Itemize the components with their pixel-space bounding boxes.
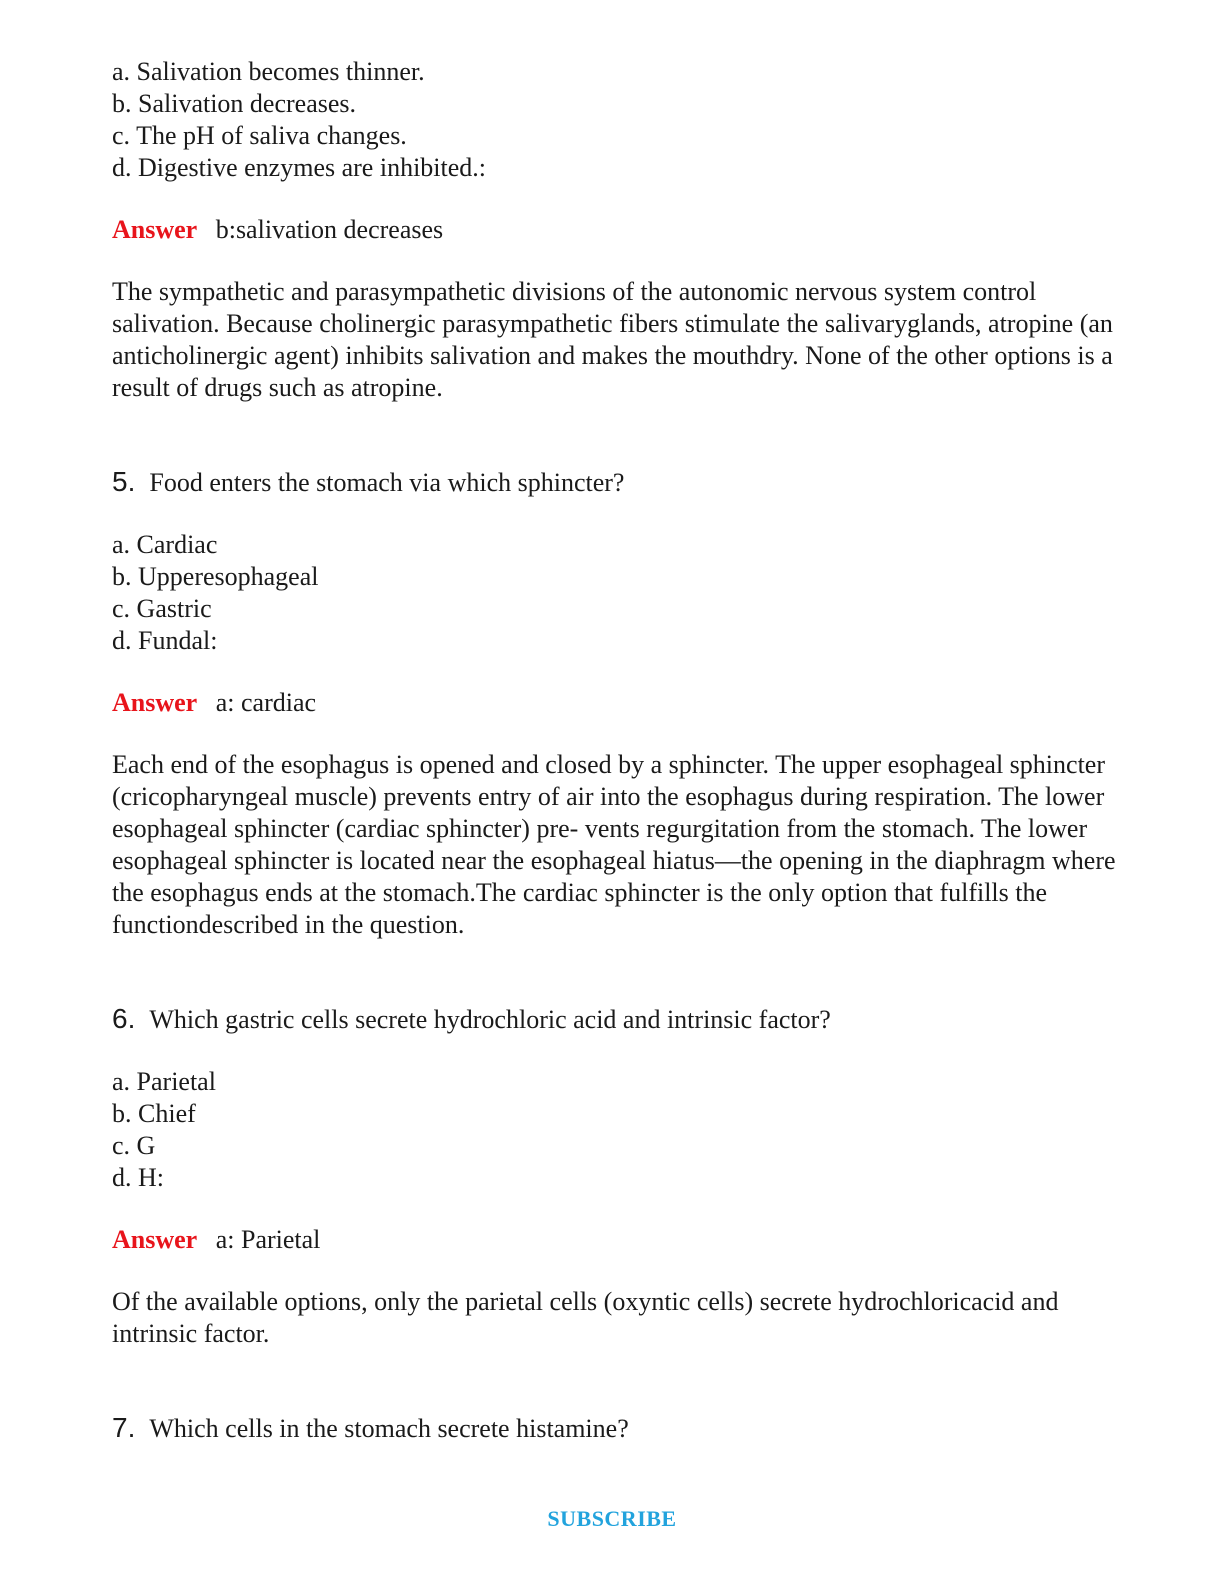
q4-option-c: c. The pH of saliva changes.	[112, 121, 407, 150]
q5-number: 5.	[112, 466, 136, 497]
q4-answer-label: Answer	[112, 215, 198, 244]
q5-options	[112, 529, 1132, 657]
q4-options	[112, 56, 1132, 184]
q6-answer-text: a: Parietal	[215, 1225, 321, 1254]
document-page	[112, 56, 1132, 1475]
q4-explanation: The sympathetic and parasympathetic divisions of the autonomic nervous system control salivation. Because cholinergic parasympathetic fibers stimulate the salivaryglands, atropine (an anticholinergic agent) inhibits salivation and makes the mouthdry. None of the other options is a result of drugs such as atropine.	[112, 277, 1113, 402]
q4-option-a: a. Salivation becomes thinner.	[112, 57, 425, 86]
q5-question	[112, 466, 1132, 499]
q4-answer-text: b:salivation decreases	[215, 215, 444, 244]
q6-option-b: b. Chief	[112, 1099, 196, 1128]
q4-answer	[112, 214, 1132, 246]
q6-answer-label: Answer	[112, 1225, 198, 1254]
q7-question	[112, 1412, 1132, 1445]
q5-option-c: c. Gastric	[112, 594, 212, 623]
subscribe-link[interactable]: SUBSCRIBE	[547, 1506, 677, 1531]
q5-option-b: b. Upperesophageal	[112, 562, 319, 591]
q6-answer	[112, 1224, 1132, 1256]
q5-answer	[112, 687, 1132, 719]
q4-option-b: b. Salivation decreases.	[112, 89, 357, 118]
q5-option-d: d. Fundal:	[112, 626, 218, 655]
q4-option-d: d. Digestive enzymes are inhibited.:	[112, 153, 487, 182]
q6-option-c: c. G	[112, 1131, 156, 1160]
q6-option-d: d. H:	[112, 1163, 164, 1192]
q5-explanation: Each end of the esophagus is opened and closed by a sphincter. The upper esophageal sphincter (cricopharyngeal muscle) prevents entry of air into the esophagus during respiration. The lower esophageal sphincter (cardiac sphincter) pre- vents regurgitation from the stomach. The lower esophageal sphincter is located near the esophageal hiatus—the opening in the diaphragm where the esophagus ends at the stomach.The cardiac sphincter is the only option that fulfills the functiondescribed in the question.	[112, 750, 1116, 939]
q6-question	[112, 1003, 1132, 1036]
q7-number: 7.	[112, 1412, 136, 1443]
q6-explanation: Of the available options, only the parietal cells (oxyntic cells) secrete hydrochloricacid and intrinsic factor.	[112, 1287, 1059, 1348]
q6-question-text: Which gastric cells secrete hydrochloric acid and intrinsic factor?	[149, 1005, 831, 1034]
q6-options	[112, 1066, 1132, 1194]
q7-question-text: Which cells in the stomach secrete histamine?	[149, 1414, 629, 1443]
q5-option-a: a. Cardiac	[112, 530, 218, 559]
q5-answer-label: Answer	[112, 688, 198, 717]
q6-number: 6.	[112, 1003, 136, 1034]
q6-option-a: a. Parietal	[112, 1067, 216, 1096]
q5-answer-text: a: cardiac	[215, 688, 317, 717]
q5-question-text: Food enters the stomach via which sphincter?	[149, 468, 625, 497]
